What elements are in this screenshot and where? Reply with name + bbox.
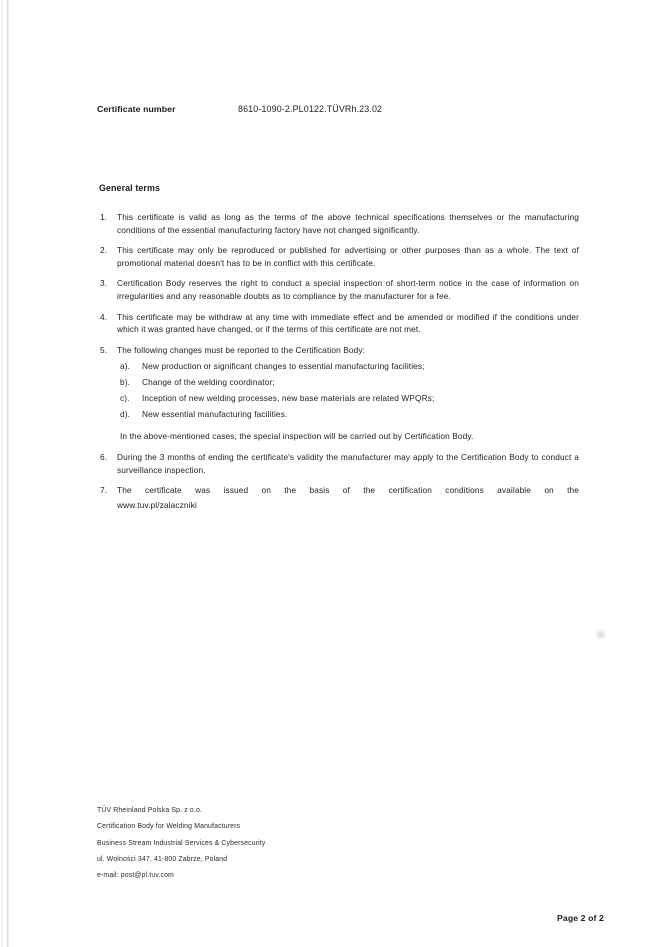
footer-business-stream: Business Stream Industrial Services & Cybersecurity (97, 839, 266, 847)
subitem-number: a). (120, 361, 131, 372)
term-number: 4. (100, 311, 108, 322)
term-text: This certificate is valid as long as the terms of the above technical specifications themselves or the manufacturing conditions of the essential manufacturing factory have not changed significantly. (117, 212, 579, 235)
term-item-1 (100, 211, 579, 236)
term-text-block (117, 344, 579, 443)
term-text: The certificate was issued on the basis of the certification conditions available on the (117, 485, 579, 496)
page-number: Page 2 of 2 (557, 913, 604, 923)
term-text: This certificate may only be reproduced or published for advertising or other purposes than as a whole. The text of promotional material doesn't has to be in conflict with this certificate. (117, 245, 579, 268)
term-note: In the above-mentioned cases, the special inspection will be carried out by Certification Body. (120, 431, 474, 442)
footer-address: ul. Wolności 347, 41-800 Zabrze, Poland (97, 855, 228, 863)
term-text: During the 3 months of ending the certificate's validity the manufacturer may apply to the Certification Body to conduct a surveillance inspection. (117, 451, 579, 475)
term-item-4 (100, 311, 579, 336)
footer-email: e-mail: post@pl.tuv.com (97, 872, 174, 880)
certificate-number-label: Certificate number (97, 104, 176, 114)
term-number: 2. (100, 245, 108, 256)
general-terms-heading: General terms (99, 183, 160, 193)
term-number: 3. (100, 278, 108, 289)
term-number: 6. (100, 451, 108, 462)
subitem-number: c). (120, 393, 130, 404)
term-item-3 (100, 277, 579, 302)
terms-list (100, 211, 579, 520)
term-subitem-c (120, 390, 579, 406)
certificate-number-value: 8610-1090-2.PL0122.TÜVRh.23.02 (238, 104, 383, 114)
term-subitem-a (120, 358, 579, 374)
scan-smudge-artifact (595, 629, 607, 640)
footer-body-name: Certification Body for Welding Manufacturers (97, 823, 241, 831)
certificate-number-row (97, 104, 577, 114)
term-number: 1. (100, 212, 108, 222)
term-text-block (117, 484, 579, 512)
term-subitem-b (120, 374, 579, 390)
term-text: The following changes must be reported to the Certification Body: (117, 344, 366, 355)
scan-edge-artifact (7, 0, 9, 947)
term-text: Certification Body reserves the right to conduct a special inspection of short-term notice in the case of information on irregularities and any reasonable doubts as to compliance by the manufacturer for a fee. (117, 278, 579, 301)
subitem-number: b). (120, 377, 131, 388)
term-item-2 (100, 244, 579, 269)
term-subitems (120, 358, 579, 422)
term-text: This certificate may be withdraw at any time with immediate effect and be amended or modified if the conditions under which it was granted have changed, or if the terms of this certificate are not met. (117, 311, 579, 335)
term-number: 7. (100, 485, 108, 496)
term-subitem-d (120, 406, 579, 422)
subitem-text: New essential manufacturing facilities. (142, 409, 288, 420)
subitem-text: Inception of new welding processes, new base materials are related WPQRs; (142, 393, 435, 404)
term-url-text: www.tuv.pl/zalaczniki (117, 500, 197, 511)
term-item-6 (100, 451, 579, 476)
term-item-7 (100, 484, 579, 512)
term-item-5 (100, 344, 579, 443)
footer-block (97, 803, 266, 884)
footer-company-name: TÜV Rheinland Polska Sp. z o.o. (97, 807, 202, 814)
subitem-text: New production or significant changes to essential manufacturing facilities; (142, 361, 425, 372)
subitem-text: Change of the welding coordinator; (142, 377, 275, 388)
scan-edge-artifact-outer (1, 0, 2, 947)
subitem-number: d). (120, 409, 131, 420)
term-number: 5. (100, 344, 108, 355)
